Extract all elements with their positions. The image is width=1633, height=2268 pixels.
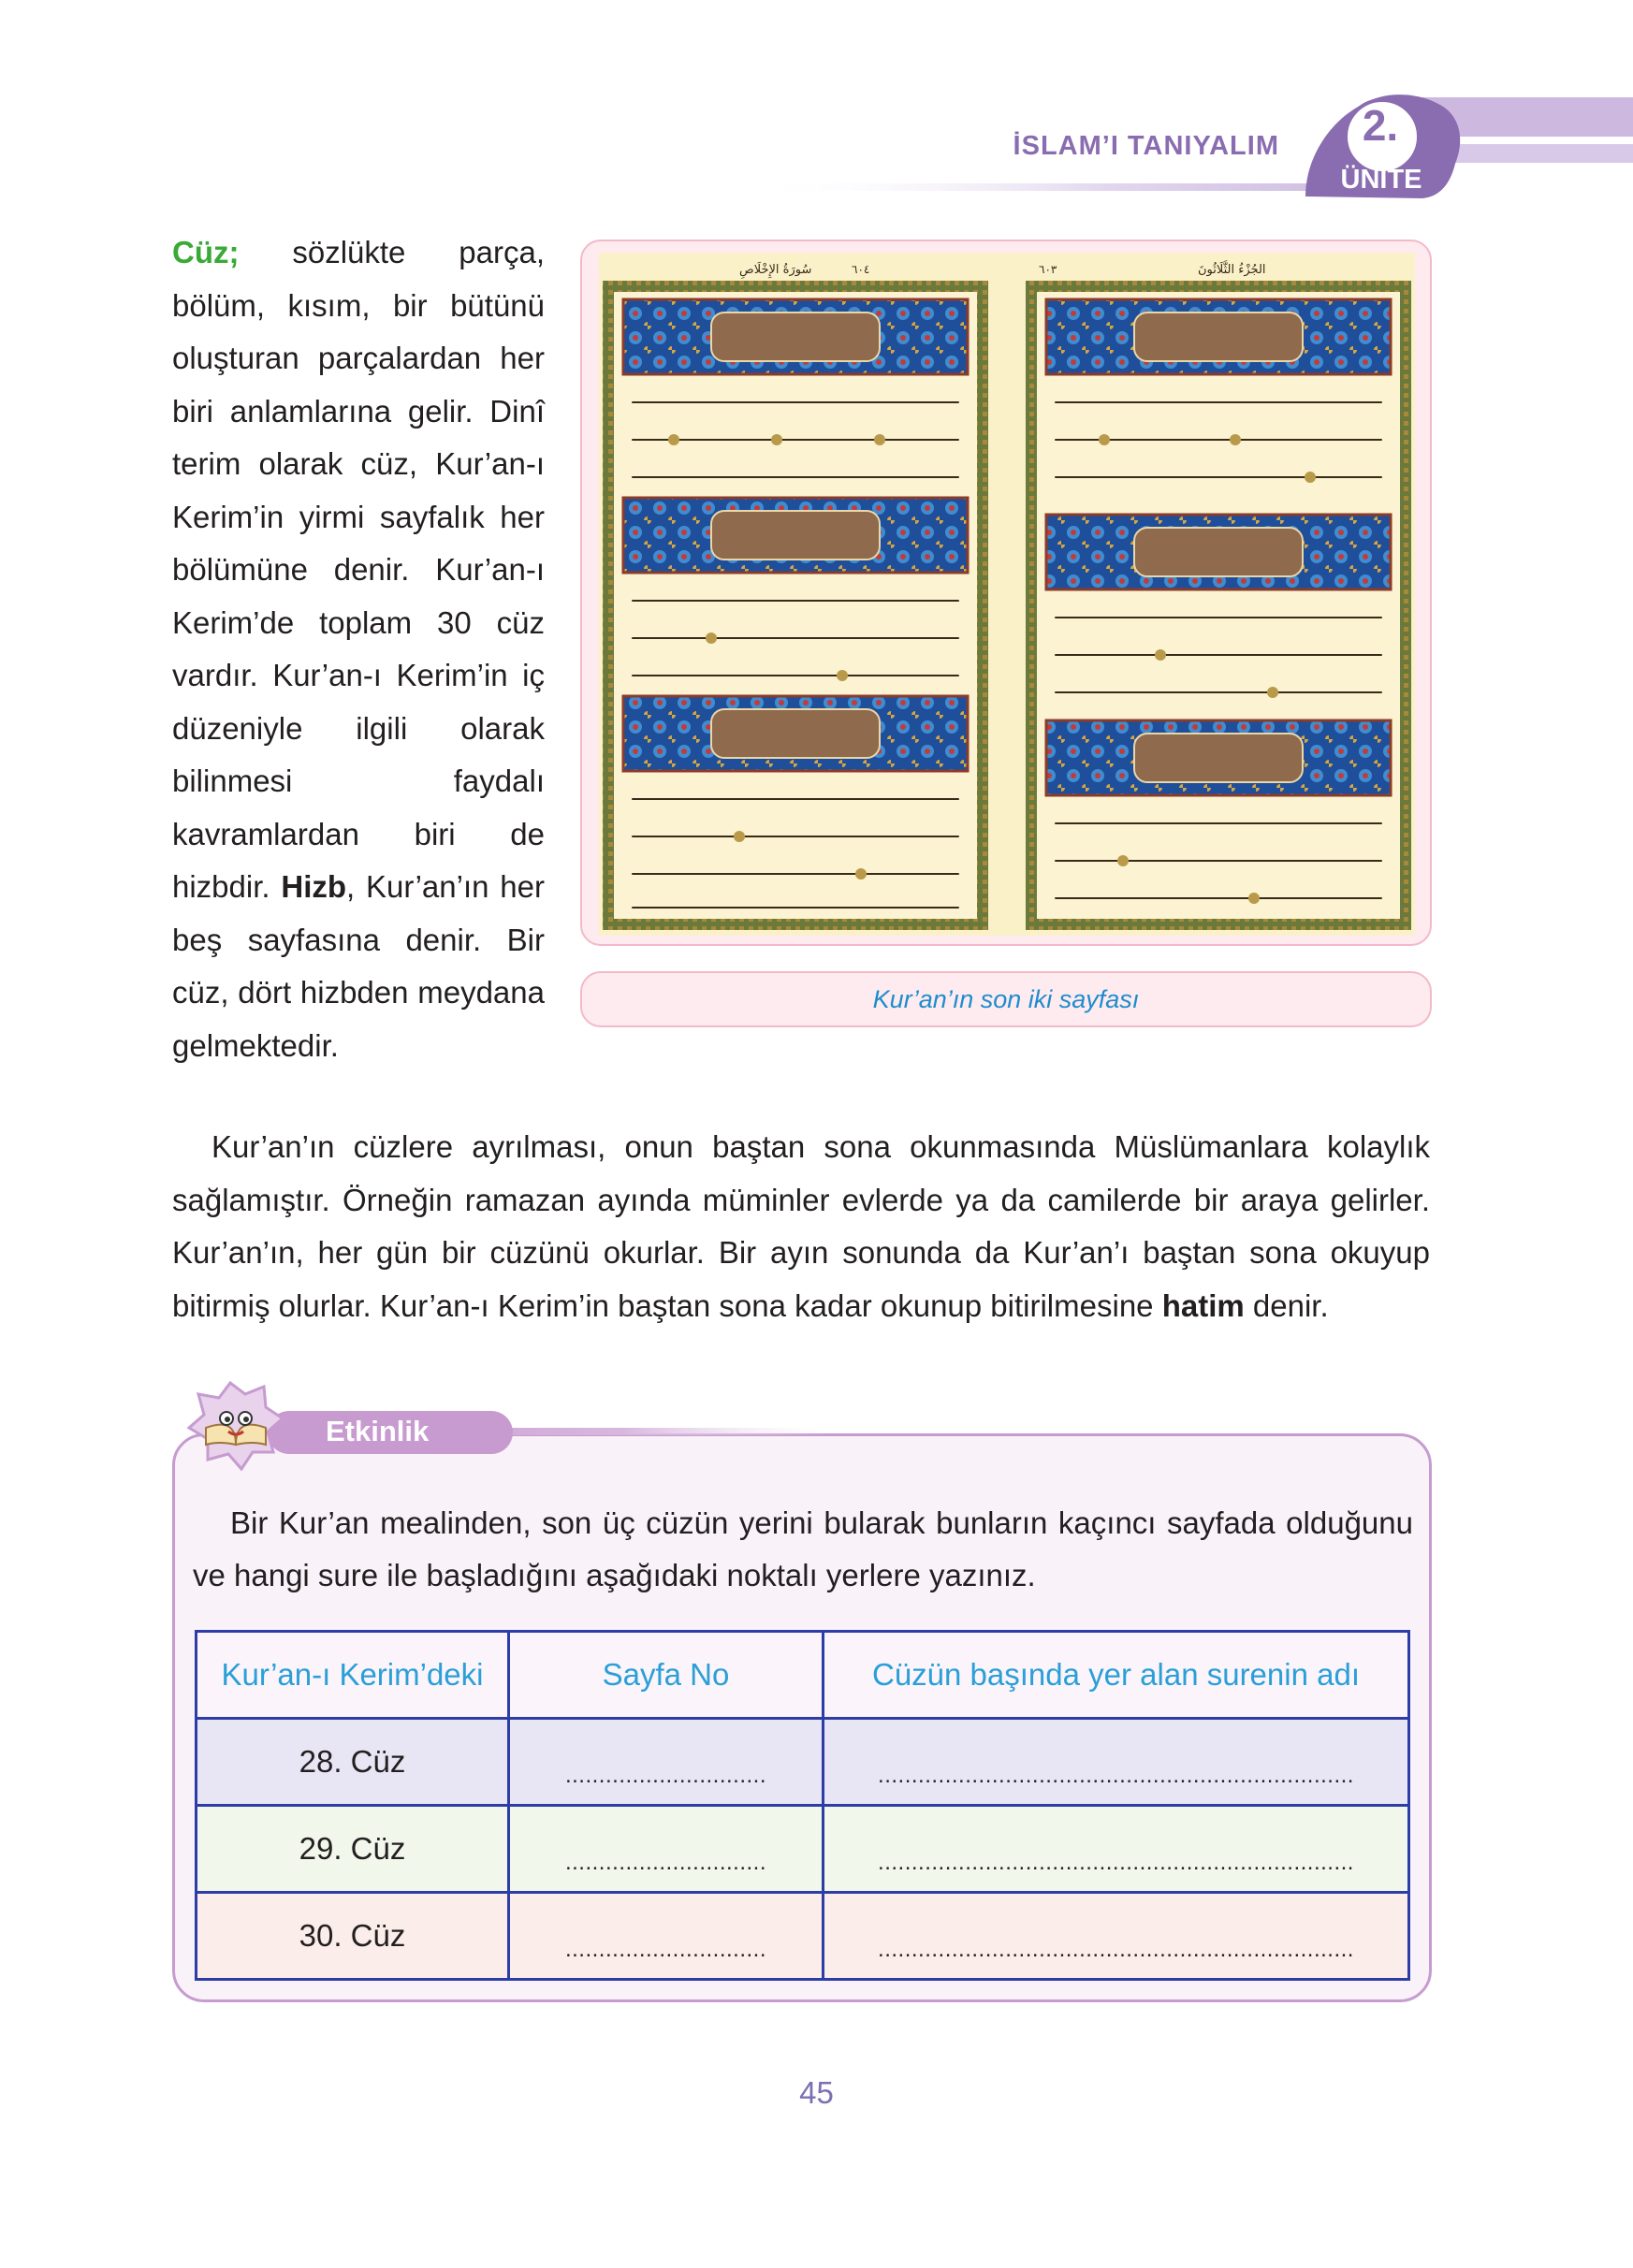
row-label: 30. Cüz [197,1893,509,1980]
main-paragraph-end: denir. [1244,1287,1329,1323]
row-label: 28. Cüz [197,1719,509,1806]
left-page-number: ٦٠٤ [852,263,870,276]
table-row [197,1893,1409,1980]
page-no-blank: .............................. [564,1762,767,1788]
right-page-number: ٦٠٣ [1039,263,1057,276]
table-row [197,1719,1409,1806]
page-no-blank: .............................. [564,1849,767,1875]
activity-table [195,1630,1410,1981]
activity-tab [174,1374,829,1476]
main-paragraph-text: Kur’an’ın cüzlere ayrılması, onun baştan sona okunmasında Müslümanlara kolaylık sağlamıştır. Örneğin ramazan ayında müminler evlerde ya da camilerde bir araya gelirler. Kur’an’ın, her gün bir cüzünü okurlar. Bir ayın sonunda da Kur’an’ı baştan sona okuyup bitirmiş olurlar. Kur’an-ı Kerim’in baştan sona kadar okunup bitirilmesine [172,1129,1430,1323]
table-row [197,1806,1409,1893]
cuz-definition: sözlükte parça, bölüm, kısım, bir bütünü oluşturan parçalardan her biri anlamlarına gelir. Dinî terim olarak cüz, Kur’an-ı Kerim’in yirmi sayfalık her bölümüne denir. Kur’an-ı Kerim’de toplam 30 cüz vardır. Kur’an-ı Kerim’in iç düzeniyle ilgili olarak bilinmesi faydalı kavramlardan biri de hizbdir. [172,235,545,904]
unit-label: ÜNİTE [1340,165,1422,195]
sura-name-field[interactable] [824,1893,1409,1980]
page-no-blank: .............................. [564,1936,767,1962]
row-label: 29. Cüz [197,1806,509,1893]
col-header-page-no: Sayfa No [509,1632,824,1719]
page-no-field[interactable] [509,1893,824,1980]
book-mascot-icon [189,1383,283,1469]
cuz-definition-text [172,226,545,1072]
right-page-header: الجُزْءُ الثَّلَاثُونَ [1198,263,1266,277]
term-hizb: Hizb [281,869,347,904]
activity-tab-label: Etkinlik [326,1415,430,1447]
page-no-field[interactable] [509,1719,824,1806]
sura-name-blank: ....................................................................... [878,1936,1354,1962]
col-header-sura-name: Cüzün başında yer alan surenin adı [824,1632,1409,1719]
unit-number: 2. [1362,101,1399,150]
sura-name-field[interactable] [824,1719,1409,1806]
page-number: 45 [799,2075,834,2110]
figure-caption: Kur’an’ın son iki sayfası [580,971,1432,1027]
main-paragraph [172,1121,1430,1332]
page-no-field[interactable] [509,1806,824,1893]
sura-name-blank: ....................................................................... [878,1849,1354,1875]
sura-name-blank: ....................................................................... [878,1762,1354,1788]
unit-title: İSLAM’I TANIYALIM [1013,131,1279,161]
term-hatim: hatim [1161,1287,1245,1323]
activity-instructions: Bir Kur’an mealinden, son üç cüzün yerini bularak bunların kaçıncı sayfada olduğunu ve hangi sure ile başladığını aşağıdaki noktalı yerlere yazınız. [193,1505,1413,1592]
hizb-definition: , Kur’an’ın her beş sayfasına denir. Bir cüz, dört hizbden meydana gelmektedir. [172,869,545,1063]
quran-pages-figure [580,240,1432,946]
sura-name-field[interactable] [824,1806,1409,1893]
left-page-header: سُورَةُ الإِخْلَاصِ [739,263,812,277]
table-header-row [197,1632,1409,1719]
col-header-quran: Kur’an-ı Kerim’deki [197,1632,509,1719]
term-cuz: Cüz; [172,235,240,269]
quran-pages-image [599,253,1415,936]
